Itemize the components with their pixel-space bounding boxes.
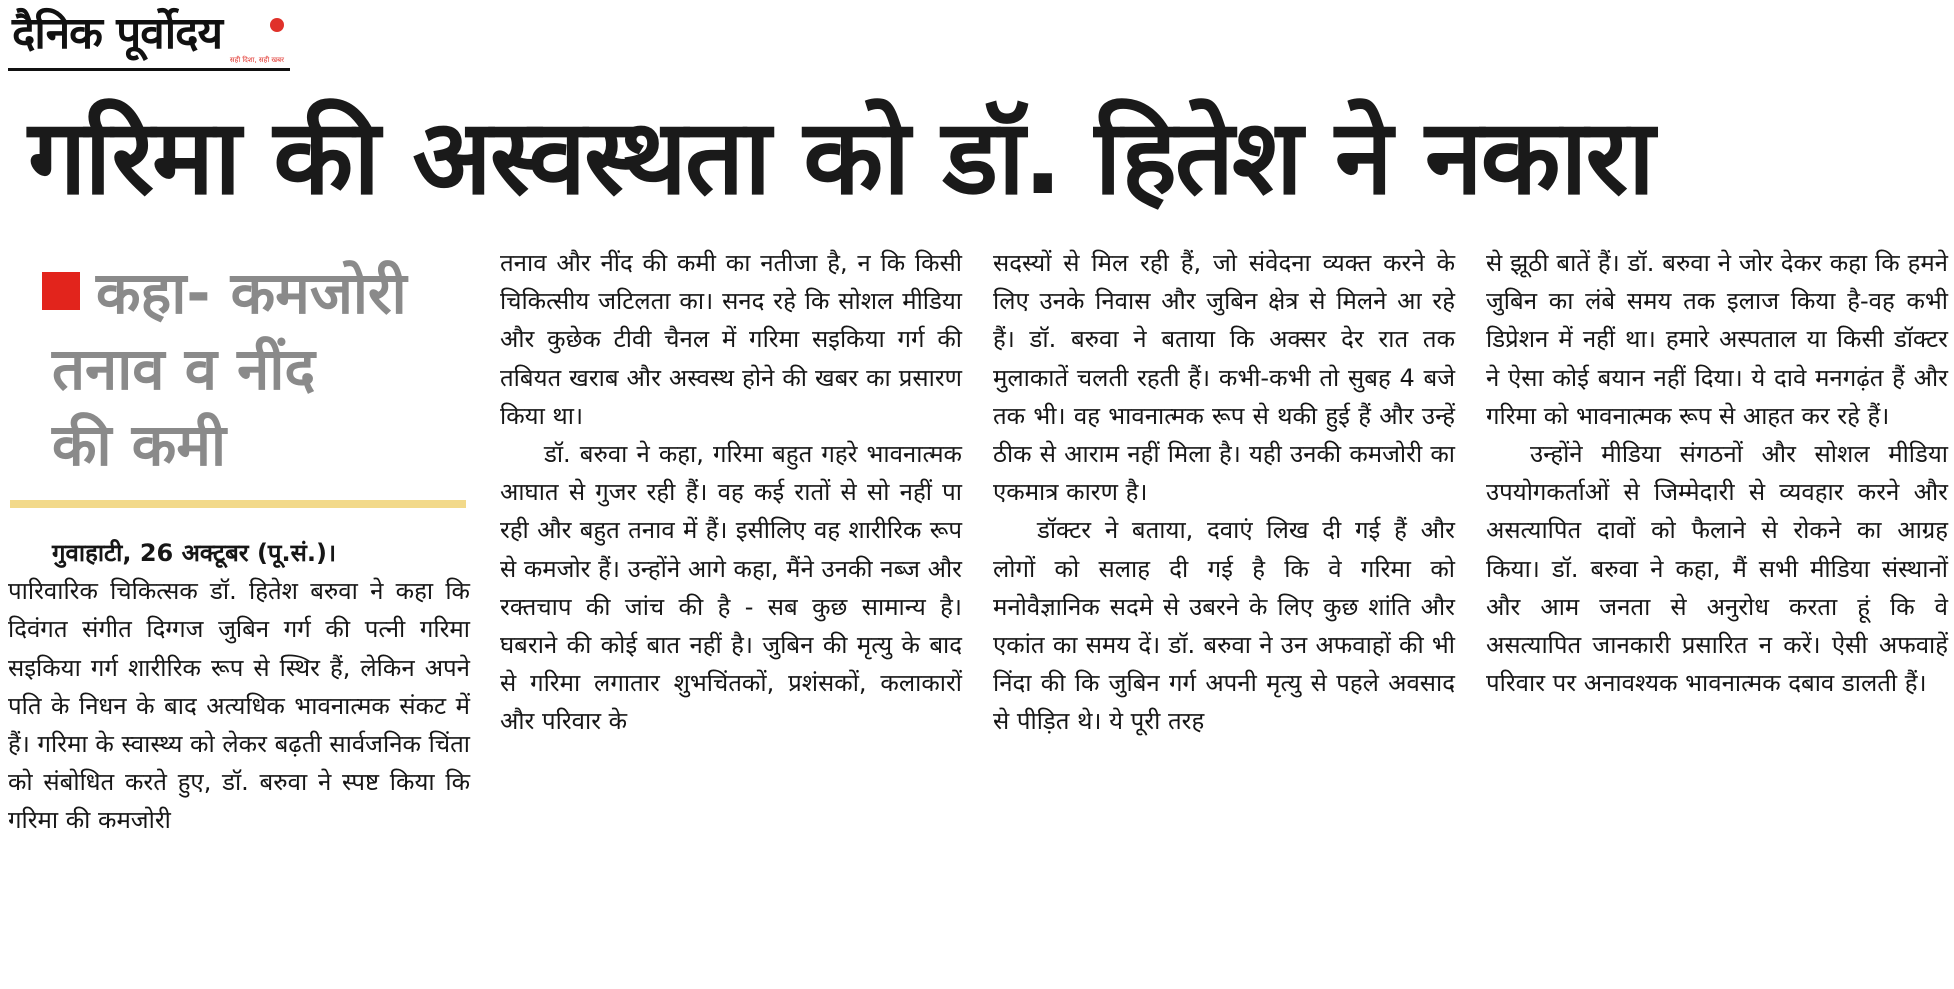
article-column-1 [8,534,470,840]
masthead-dot-icon [270,18,284,32]
article-column-4 [1486,244,1948,702]
article-headline: गरिमा की अस्वस्थता को डॉ. हितेश ने नकारा [28,96,1653,218]
masthead-underline [8,68,290,71]
subhead-line-1: कहा- कमजोरी [96,259,407,327]
article-column-2 [500,244,962,741]
newspaper-masthead [8,6,290,68]
subhead-line-2: तनाव व नींद [52,335,316,403]
red-square-bullet-icon [42,272,80,310]
column-3-paragraph-2: डॉक्टर ने बताया, दवाएं लिख दी गई हैं और लोगों को सलाह दी गई है कि वे गरिमा को मनोवैज्ञानिक सदमे से उबरने के लिए कुछ शांति और एकांत का समय दें। डॉ. बरुवा ने उन अफवाहों की भी निंदा की कि जुबिन गर्ग अपनी मृत्यु से पहले अवसाद से पीड़ित थे। ये पूरी तरह [993,516,1455,736]
column-4-paragraph-2: उन्होंने मीडिया संगठनों और सोशल मीडिया उपयोगकर्ताओं से जिम्मेदारी से व्यवहार करने और असत्यापित दावों को फैलाने से रोकने का आग्रह किया। डॉ. बरुवा ने कहा, मैं सभी मीडिया संस्थानों और आम जनता से अनुरोध करता हूं कि वे असत्यापित जानकारी प्रसारित न करें। ऐसी अफवाहें परिवार पर अनावश्यक भावनात्मक दबाव डालती हैं। [1486,440,1948,698]
column-2-paragraph-1: तनाव और नींद की कमी का नतीजा है, न कि किसी चिकित्सीय जटिलता का। सनद रहे कि सोशल मीडिया और कुछेक टीवी चैनल में गरिमा सइकिया गर्ग की तबियत खराब और अस्वस्थ होने की खबर का प्रसारण किया था। [500,249,962,430]
article-subhead [12,258,472,488]
column-2-paragraph-2: डॉ. बरुवा ने कहा, गरिमा बहुत गहरे भावनात्मक आघात से गुजर रही हैं। वह कई रातों से सो नहीं पा रही और बहुत तनाव में हैं। इसीलिए वह शारीरिक रूप से कमजोर हैं। उन्होंने आगे कहा, मैंने उनकी नब्ज और रक्तचाप की जांच की है - सब कुछ सामान्य है। घबराने की कोई बात नहीं है। जुबिन की मृत्यु के बाद से गरिमा लगातार शुभचिंतकों, प्रशंसकों, कलाकारों और परिवार के [500,440,962,736]
column-4-paragraph-1: से झूठी बातें हैं। डॉ. बरुवा ने जोर देकर कहा कि हमने जुबिन का लंबे समय तक इलाज किया है-वह कभी डिप्रेशन में नहीं था। हमारे अस्पताल या किसी डॉक्टर ने ऐसा कोई बयान नहीं दिया। ये दावे मनगढ़ंत हैं और गरिमा को भावनात्मक रूप से आहत कर रहे हैं। [1486,249,1948,430]
subhead-divider [10,500,466,508]
dateline: गुवाहाटी, 26 अक्टूबर (पू.सं.)। [52,539,337,567]
subhead-line-3: की कमी [52,411,227,479]
masthead-tagline: सही दिशा, सही खबर [229,56,284,64]
column-3-paragraph-1: सदस्यों से मिल रही हैं, जो संवेदना व्यक्त करने के लिए उनके निवास और जुबिन क्षेत्र से मिलने आ रहे हैं। डॉ. बरुवा ने बताया कि अक्सर देर रात तक मुलाकातें चलती रहती हैं। कभी-कभी तो सुबह 4 बजे तक भी। वह भावनात्मक रूप से थकी हुई हैं और उन्हें ठीक से आराम नहीं मिला है। यही उनकी कमजोरी का एकमात्र कारण है। [993,249,1455,507]
masthead-title: दैनिक पूर्वोदय [12,8,223,59]
column-1-paragraph: पारिवारिक चिकित्सक डॉ. हितेश बरुवा ने कहा कि दिवंगत संगीत दिग्गज जुबिन गर्ग की पत्नी गरिमा सइकिया गर्ग शारीरिक रूप से स्थिर हैं, लेकिन अपने पति के निधन के बाद अत्यधिक भावनात्मक संकट में हैं। गरिमा के स्वास्थ्य को लेकर बढ़ती सार्वजनिक चिंता को संबोधित करते हुए, डॉ. बरुवा ने स्पष्ट किया कि गरिमा की कमजोरी [8,577,470,835]
article-column-3 [993,244,1455,741]
